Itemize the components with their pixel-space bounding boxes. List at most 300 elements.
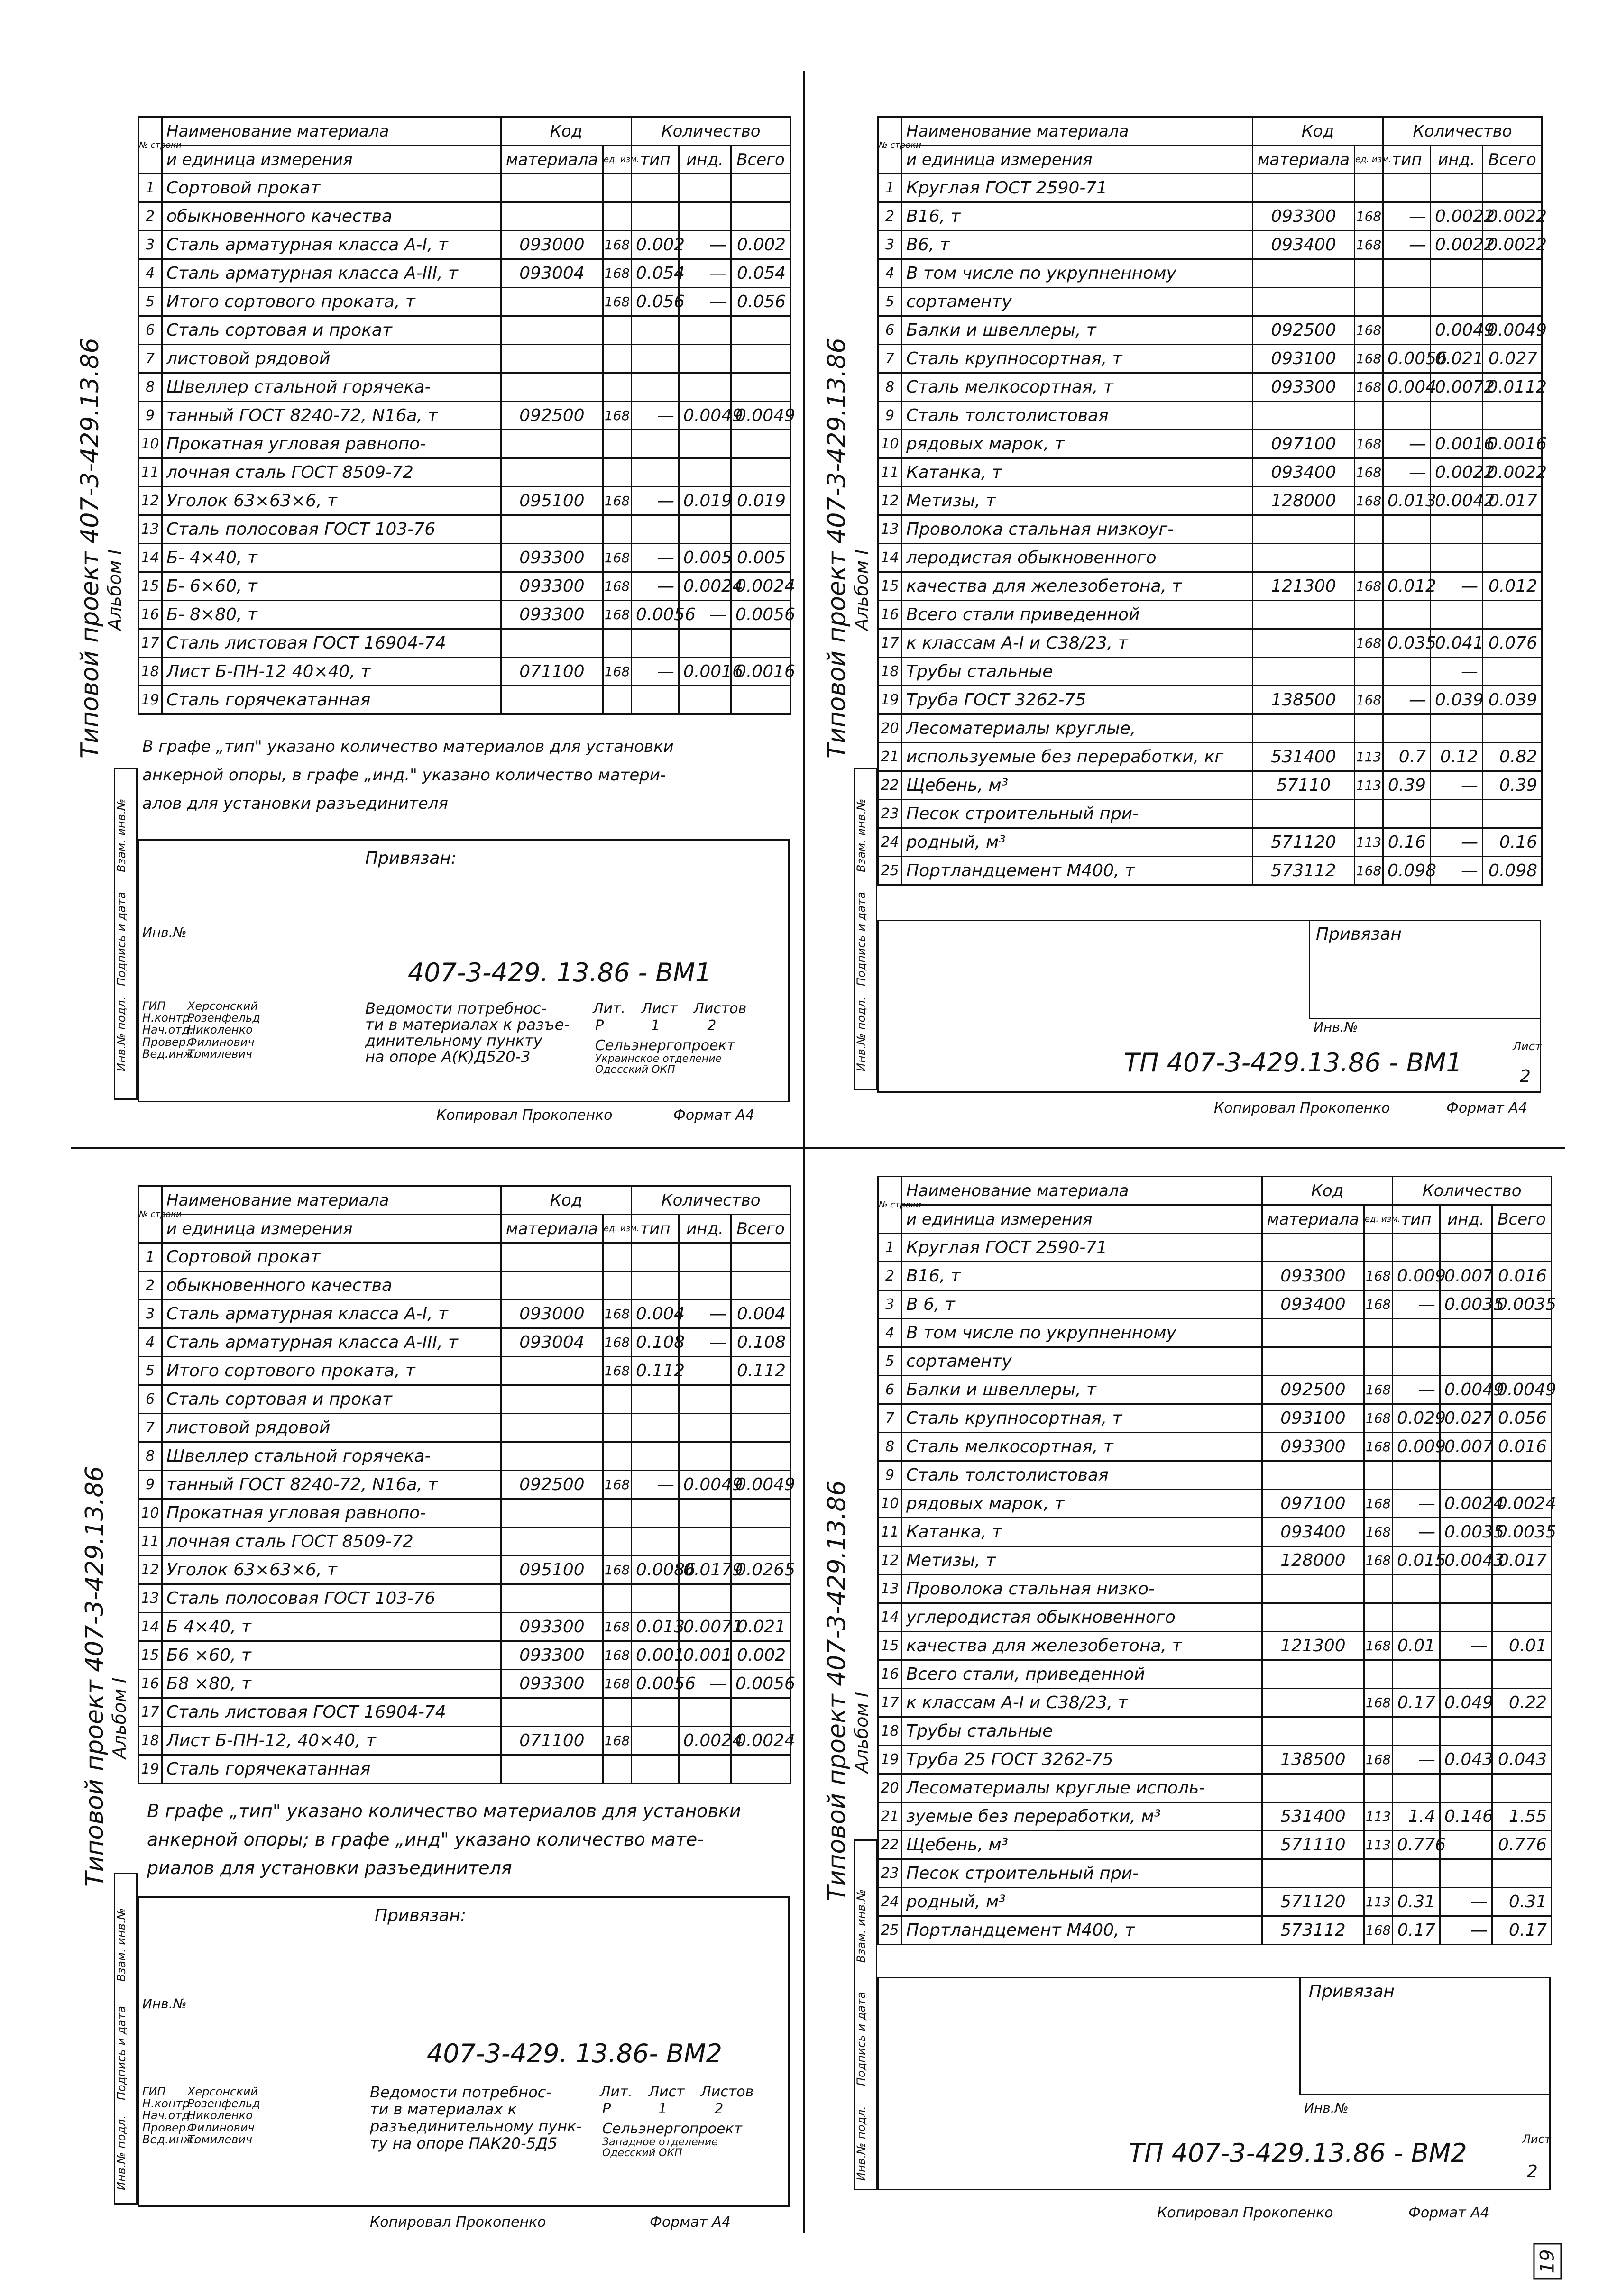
material-code [501, 288, 603, 316]
qty-total: 0.005 [731, 544, 790, 572]
qty-total: 0.019 [731, 487, 790, 515]
header-num: № строки [138, 117, 162, 174]
material-name: Сталь арматурная класса A-III, т [162, 259, 501, 288]
table-row [138, 1385, 790, 1414]
qty-total: 0.0035 [1492, 1518, 1552, 1546]
row-number: 8 [138, 373, 162, 402]
material-name: Лист Б-ПН-12, 40×40, т [162, 1727, 501, 1755]
qty-tip: — [1393, 1746, 1440, 1774]
material-name: В16, т [902, 1262, 1262, 1290]
qty-ind [679, 202, 731, 231]
row-number: 5 [138, 288, 162, 316]
qty-total [731, 686, 790, 714]
material-name: Катанка, т [902, 458, 1253, 487]
material-code [501, 1357, 603, 1385]
material-name: Уголок 63×63×6, т [162, 487, 501, 515]
row-number: 12 [878, 1546, 902, 1575]
material-name: Сталь листовая ГОСТ 16904-74 [162, 1698, 501, 1727]
material-name: Б- 6×60, т [162, 572, 501, 601]
qty-ind: 0.019 [679, 487, 731, 515]
material-code: 093300 [501, 1641, 603, 1670]
sheet-label: Лист [1522, 2132, 1551, 2146]
qty-ind [679, 1357, 731, 1385]
row-number: 19 [878, 686, 902, 714]
qty-ind: — [679, 1300, 731, 1328]
table-row [878, 658, 1542, 686]
row-number: 23 [878, 800, 902, 828]
material-name: Метизы, т [902, 1546, 1262, 1575]
row-number: 22 [878, 1831, 902, 1859]
materials-table [877, 116, 1547, 886]
qty-tip: — [1393, 1376, 1440, 1404]
row-number: 10 [878, 430, 902, 458]
row-number: 10 [138, 1499, 162, 1528]
unit-code [1355, 658, 1383, 686]
footer-copied: Копировал Прокопенко [436, 1107, 613, 1124]
qty-total: 0.0024 [731, 1727, 790, 1755]
unit-code [1355, 515, 1383, 544]
qty-total [731, 515, 790, 544]
sheet-label: Лист [1513, 1040, 1542, 1053]
sheet-description: Ведомости потребнос- ти в материалах к разъединительному пунк- ту на опоре ПАК20-5Д5 [370, 2083, 582, 2152]
qty-total: 0.002 [731, 1641, 790, 1670]
material-name: Сталь толстолистовая [902, 402, 1253, 430]
qty-ind: 0.049 [1440, 1689, 1492, 1717]
material-name: Балки и швеллеры, т [902, 1376, 1262, 1404]
qty-ind: 0.039 [1431, 686, 1483, 714]
row-number: 1 [138, 174, 162, 202]
header-name: и единица измерения [902, 1205, 1262, 1234]
unit-code: 168 [1355, 202, 1383, 231]
qty-total: 0.82 [1483, 743, 1542, 771]
material-code [501, 1414, 603, 1442]
row-number: 16 [878, 601, 902, 629]
material-name: Балки и швеллеры, т [902, 316, 1253, 345]
material-name: Портландцемент М400, т [902, 857, 1253, 885]
qty-tip: — [1393, 1290, 1440, 1319]
header-qty-tip: тип [632, 146, 679, 174]
header-qty: Количество [632, 117, 790, 146]
drawing-code: 407-3-429. 13.86 - ВМ1 [408, 958, 712, 988]
qty-ind: 0.0042 [1431, 487, 1483, 515]
material-code: 093100 [1262, 1404, 1364, 1433]
qty-ind [679, 1385, 731, 1414]
qty-total: 0.01 [1492, 1632, 1552, 1660]
material-code [1253, 259, 1355, 288]
qty-ind [679, 1271, 731, 1300]
material-code [1253, 658, 1355, 686]
table-row [138, 1641, 790, 1670]
material-name: Песок строительный при- [902, 800, 1253, 828]
unit-code [603, 629, 632, 658]
table-row [878, 1774, 1552, 1802]
qty-ind: 0.0016 [1431, 430, 1483, 458]
table-row [878, 800, 1542, 828]
page-number: 19 [1533, 2243, 1562, 2280]
qty-tip [1383, 714, 1431, 743]
row-number: 11 [138, 1528, 162, 1556]
drawing-code: 407-3-429. 13.86- ВМ2 [427, 2039, 723, 2068]
qty-ind [679, 629, 731, 658]
row-number: 7 [878, 1404, 902, 1433]
header-qty-all: Всего [1492, 1205, 1552, 1234]
qty-total: 0.0016 [1483, 430, 1542, 458]
left-stamp-label: Взам. инв.№ [115, 798, 128, 872]
qty-total: 0.0035 [1492, 1290, 1552, 1319]
material-code: 092500 [501, 402, 603, 430]
row-number: 13 [878, 1575, 902, 1603]
material-name: Итого сортового проката, т [162, 1357, 501, 1385]
qty-ind: — [1431, 658, 1483, 686]
material-name: Песок строительный при- [902, 1859, 1262, 1888]
qty-total: 0.0049 [1492, 1376, 1552, 1404]
material-name: Сталь листовая ГОСТ 16904-74 [162, 629, 501, 658]
material-name: лочная сталь ГОСТ 8509-72 [162, 1528, 501, 1556]
signature-roles: ГИП Н.контр. Нач.отд. Провер. Вед.инж. [142, 999, 197, 1061]
qty-tip: 0.7 [1383, 743, 1431, 771]
material-name: Сталь арматурная класса A-III, т [162, 1328, 501, 1357]
qty-ind [679, 1243, 731, 1271]
material-code [1253, 402, 1355, 430]
table-row [878, 402, 1542, 430]
material-name: Прокатная угловая равнопо- [162, 1499, 501, 1528]
qty-ind: 0.0049 [679, 1471, 731, 1499]
table-row [138, 1414, 790, 1442]
qty-tip [1393, 1603, 1440, 1632]
qty-total [1483, 601, 1542, 629]
material-name: обыкновенного качества [162, 1271, 501, 1300]
left-stamp-label: Подпись и дата [855, 1992, 868, 2086]
unit-code: 113 [1364, 1802, 1393, 1831]
qty-tip: 0.17 [1393, 1689, 1440, 1717]
material-code: 093300 [501, 572, 603, 601]
unit-code [603, 686, 632, 714]
qty-ind: — [1440, 1916, 1492, 1945]
unit-code [603, 1528, 632, 1556]
qty-total [1483, 174, 1542, 202]
row-number: 5 [138, 1357, 162, 1385]
header-name: Наименование материала [162, 117, 501, 146]
material-name: используемые без переработки, кг [902, 743, 1253, 771]
unit-code: 168 [1355, 345, 1383, 373]
table-row [138, 1243, 790, 1271]
unit-code: 168 [1355, 686, 1383, 714]
table-row [878, 1859, 1552, 1888]
table-row [138, 515, 790, 544]
qty-ind: — [1440, 1632, 1492, 1660]
table-row [138, 1556, 790, 1584]
qty-total [731, 1528, 790, 1556]
table-row [878, 601, 1542, 629]
row-number: 13 [138, 1584, 162, 1613]
header-code: Код [1253, 117, 1383, 146]
qty-total [1492, 1717, 1552, 1746]
material-name: В6, т [902, 231, 1253, 259]
material-code: 093300 [1253, 373, 1355, 402]
row-number: 10 [138, 430, 162, 458]
row-number: 15 [878, 572, 902, 601]
qty-tip: 0.012 [1383, 572, 1431, 601]
material-name: Швеллер стальной горячека- [162, 1442, 501, 1471]
material-name: Сталь мелкосортная, т [902, 1433, 1262, 1461]
table-row [138, 658, 790, 686]
material-name: Всего стали приведенной [902, 601, 1253, 629]
table-row [878, 857, 1542, 885]
row-number: 12 [138, 1556, 162, 1584]
row-number: 10 [878, 1490, 902, 1518]
row-number: 4 [878, 259, 902, 288]
qty-ind: — [1431, 771, 1483, 800]
qty-total: 0.016 [1492, 1433, 1552, 1461]
qty-ind [1440, 1831, 1492, 1859]
unit-code [603, 1499, 632, 1528]
qty-total [1492, 1347, 1552, 1376]
row-number: 16 [878, 1660, 902, 1689]
qty-ind: — [679, 231, 731, 259]
left-stamp-label: Взам. инв.№ [855, 798, 868, 872]
material-code [501, 202, 603, 231]
left-stamp-label: Инв.№ подл. [855, 997, 868, 1071]
unit-code: 168 [603, 1357, 632, 1385]
qty-tip: — [632, 1471, 679, 1499]
qty-ind [679, 1755, 731, 1784]
material-name: Сортовой прокат [162, 1243, 501, 1271]
row-number: 12 [878, 487, 902, 515]
material-code: 093000 [501, 1300, 603, 1328]
table-row [138, 1357, 790, 1385]
material-code [501, 1243, 603, 1271]
header-qty: Количество [1393, 1177, 1552, 1205]
qty-tip: 0.035 [1383, 629, 1431, 658]
header-code-material: материала [1262, 1205, 1364, 1234]
table-row [138, 1499, 790, 1528]
row-number: 11 [878, 1518, 902, 1546]
qty-tip: — [632, 544, 679, 572]
material-name: Сталь полосовая ГОСТ 103-76 [162, 1584, 501, 1613]
qty-tip: — [1383, 202, 1431, 231]
unit-code: 168 [603, 1328, 632, 1357]
stamp-heads: Лит. Лист Листов [600, 2084, 754, 2100]
qty-tip [1393, 1774, 1440, 1802]
table-row [878, 1888, 1552, 1916]
unit-code [1364, 1347, 1393, 1376]
header-unit: ед. изм. [1364, 1205, 1393, 1234]
material-code: 128000 [1262, 1546, 1364, 1575]
side-title: Типовой проект 407-3-429.13.86 Альбом I [823, 1480, 872, 1901]
qty-total: 0.098 [1483, 857, 1542, 885]
table-header-row [138, 146, 790, 174]
qty-tip: 0.01 [1393, 1632, 1440, 1660]
header-unit: ед. изм. [1355, 146, 1383, 174]
material-code: 095100 [501, 1556, 603, 1584]
qty-ind: 0.0022 [1431, 458, 1483, 487]
qty-total [731, 202, 790, 231]
qty-tip [632, 174, 679, 202]
header-unit: ед. изм. [603, 1215, 632, 1243]
material-code [1262, 1461, 1364, 1490]
table-row [878, 1376, 1552, 1404]
qty-tip: 0.009 [1393, 1433, 1440, 1461]
qty-tip: 0.31 [1393, 1888, 1440, 1916]
qty-ind [679, 430, 731, 458]
qty-ind [679, 686, 731, 714]
qty-total: 0.0056 [731, 1670, 790, 1698]
qty-total: 0.054 [731, 259, 790, 288]
qty-total: 0.017 [1492, 1546, 1552, 1575]
unit-code: 168 [1364, 1262, 1393, 1290]
side-title: Типовой проект 407-3-429.13.86 Альбом I [81, 1466, 130, 1887]
table-row [878, 1433, 1552, 1461]
qty-total: 0.039 [1483, 686, 1542, 714]
row-number: 17 [878, 629, 902, 658]
row-number: 19 [138, 686, 162, 714]
qty-tip: — [632, 487, 679, 515]
row-number: 23 [878, 1859, 902, 1888]
material-name: Всего стали, приведенной [902, 1660, 1262, 1689]
footer-format: Формат А4 [1446, 1100, 1527, 1116]
footer-format: Формат А4 [650, 2214, 731, 2231]
left-stamp-label: Подпись и дата [115, 2006, 128, 2100]
table-row [138, 202, 790, 231]
row-number: 13 [138, 515, 162, 544]
qty-ind [679, 515, 731, 544]
row-number: 7 [878, 345, 902, 373]
table-row [138, 1755, 790, 1784]
material-name: качества для железобетона, т [902, 1632, 1262, 1660]
unit-code [603, 430, 632, 458]
header-qty-tip: тип [1383, 146, 1431, 174]
material-name: В том числе по укрупненному [902, 259, 1253, 288]
material-name: Сталь арматурная класса A-I, т [162, 231, 501, 259]
note: В графе „тип" указано количество материалов для установки анкерной опоры, в графе „инд." указано количество матери- алов для установки разъединителя [142, 737, 674, 813]
row-number: 18 [138, 1727, 162, 1755]
header-qty-ind: инд. [679, 1215, 731, 1243]
unit-code: 168 [603, 544, 632, 572]
material-name: Трубы стальные [902, 658, 1253, 686]
material-name: качества для железобетона, т [902, 572, 1253, 601]
qty-ind: 0.021 [1431, 345, 1483, 373]
unit-code: 168 [1364, 1916, 1393, 1945]
qty-ind: — [1431, 857, 1483, 885]
material-name: Проволока стальная низкоуг- [902, 515, 1253, 544]
unit-code [603, 1243, 632, 1271]
qty-total: 0.112 [731, 1357, 790, 1385]
privyazan-label: Привязан: [365, 849, 457, 868]
material-code [1253, 515, 1355, 544]
row-number: 21 [878, 743, 902, 771]
qty-ind [1440, 1234, 1492, 1262]
qty-total: 0.108 [731, 1328, 790, 1357]
qty-tip [1393, 1319, 1440, 1347]
table-row [878, 1461, 1552, 1490]
material-name: Щебень, м³ [902, 1831, 1262, 1859]
material-code [501, 430, 603, 458]
row-number: 4 [138, 1328, 162, 1357]
qty-ind: 0.007 [1440, 1433, 1492, 1461]
row-number: 9 [138, 1471, 162, 1499]
table-row [138, 316, 790, 345]
qty-ind [1440, 1660, 1492, 1689]
qty-ind: 0.0043 [1440, 1546, 1492, 1575]
qty-ind: 0.12 [1431, 743, 1483, 771]
qty-tip [632, 345, 679, 373]
unit-code: 168 [1355, 373, 1383, 402]
qty-total: 0.002 [731, 231, 790, 259]
row-number: 19 [138, 1755, 162, 1784]
qty-tip [632, 686, 679, 714]
material-code [501, 515, 603, 544]
qty-ind [1431, 174, 1483, 202]
qty-ind [1431, 259, 1483, 288]
table-row [138, 487, 790, 515]
note: В графе „тип" указано количество материалов для установки анкерной опоры; в графе „инд" указано количество мате- риалов для установки разъединителя [147, 1801, 741, 1878]
unit-code: 113 [1364, 1888, 1393, 1916]
header-code: Код [501, 1186, 632, 1215]
sheet-number: 2 [1527, 2162, 1538, 2181]
material-code: 121300 [1262, 1632, 1364, 1660]
table-row [138, 1698, 790, 1727]
material-name: В 6, т [902, 1290, 1262, 1319]
material-code [501, 373, 603, 402]
qty-total [731, 1271, 790, 1300]
qty-ind [1431, 288, 1483, 316]
unit-code [1364, 1660, 1393, 1689]
table-row [138, 1442, 790, 1471]
qty-ind [1431, 544, 1483, 572]
material-code: 071100 [501, 658, 603, 686]
qty-ind: 0.0049 [679, 402, 731, 430]
qty-tip [632, 629, 679, 658]
material-code [501, 1442, 603, 1471]
row-number: 14 [138, 1613, 162, 1641]
material-name: Швеллер стальной горячека- [162, 373, 501, 402]
stamp-heads: Лит. Лист Листов [593, 1000, 747, 1017]
table-row [878, 1746, 1552, 1774]
header-qty-all: Всего [731, 146, 790, 174]
unit-code: 113 [1355, 743, 1383, 771]
unit-code [1364, 1717, 1393, 1746]
qty-ind: 0.041 [1431, 629, 1483, 658]
inv-label: Инв.№ [142, 924, 187, 940]
material-code: 531400 [1262, 1802, 1364, 1831]
qty-ind: — [1431, 828, 1483, 857]
qty-total [1483, 714, 1542, 743]
table-row [138, 1613, 790, 1641]
unit-code [603, 1755, 632, 1784]
unit-code: 168 [603, 1670, 632, 1698]
qty-tip: 0.108 [632, 1328, 679, 1357]
unit-code: 168 [1364, 1518, 1393, 1546]
qty-total [1492, 1319, 1552, 1347]
material-code [1262, 1603, 1364, 1632]
qty-tip [1393, 1347, 1440, 1376]
unit-code: 168 [603, 1556, 632, 1584]
qty-tip [1393, 1461, 1440, 1490]
row-number: 16 [138, 601, 162, 629]
stamp-values: Р 1 2 [595, 1017, 717, 1034]
table-row [878, 686, 1542, 714]
header-code-material: материала [501, 1215, 603, 1243]
material-name: Б 4×40, т [162, 1613, 501, 1641]
material-name: Сталь сортовая и прокат [162, 1385, 501, 1414]
material-code: 531400 [1253, 743, 1355, 771]
unit-code: 168 [1355, 629, 1383, 658]
qty-total: 0.16 [1483, 828, 1542, 857]
inv-label: Инв.№ [142, 1996, 187, 2012]
qty-ind: 0.0179 [679, 1556, 731, 1584]
qty-total [1483, 515, 1542, 544]
table-row [878, 743, 1542, 771]
